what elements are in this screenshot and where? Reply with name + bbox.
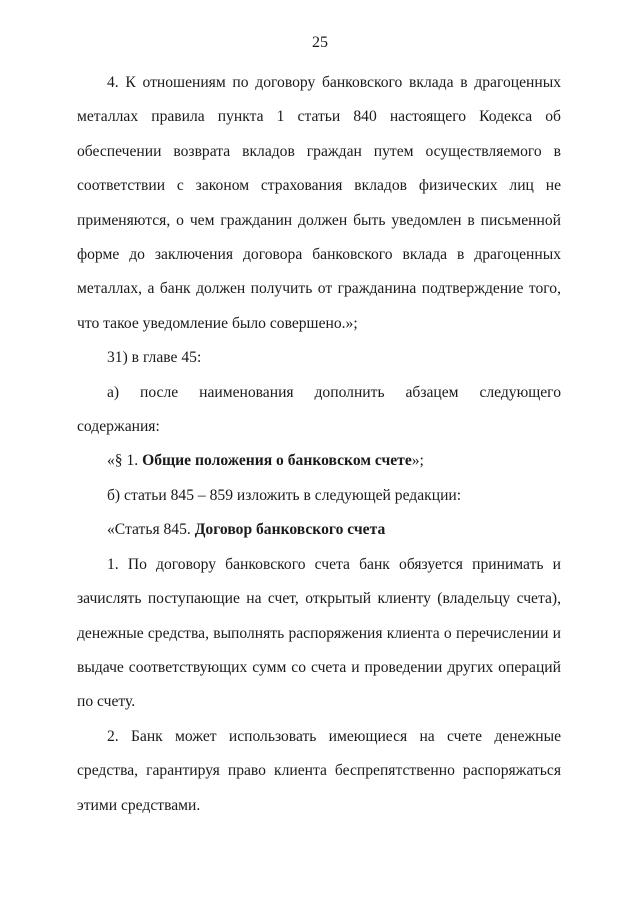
paragraph-4: 4. К отношениям по договору банковского вклада в драгоценных металлах правила пункта 1 статьи 840 настоящего Кодекса об обеспечении возврата вкладов граждан путем осуществляемого в соответствии с законом страхования вкладов физических лиц не применяются, о чем гражданин должен быть уведомлен в письменной форме до заключения договора банковского вклада в драгоценных металлах, а банк должен получить от гражданина подтверждение того, что такое уведомление было совершено.»; bbox=[77, 74, 561, 332]
article-prefix: «Статья 845. bbox=[107, 521, 195, 539]
section-prefix: «§ 1. bbox=[107, 452, 143, 470]
section-title: Общие положения о банковском счете bbox=[142, 452, 412, 470]
article-title: Договор банковского счета bbox=[194, 521, 386, 539]
paragraph-a: а) после наименования дополнить абзацем следующего содержания: bbox=[77, 383, 561, 436]
paragraph-b: б) статьи 845 – 859 изложить в следующей редакции: bbox=[107, 486, 462, 504]
page-number: 25 bbox=[312, 34, 328, 51]
paragraph-31: 31) в главе 45: bbox=[107, 349, 202, 367]
section-suffix: »; bbox=[411, 452, 424, 470]
paragraph-1: 1. По договору банковского счета банк обязуется принимать и зачислять поступающие на счет, открытый клиенту (владельцу счета), денежные средства, выполнять распоряжения клиента о перечислении и выдаче соответствующих сумм со счета и проведении других операций по счету. bbox=[77, 555, 561, 711]
document-body bbox=[77, 66, 561, 823]
section-heading bbox=[77, 444, 561, 478]
article-heading bbox=[77, 513, 561, 547]
paragraph-2: 2. Банк может использовать имеющиеся на счете денежные средства, гарантируя право клиента беспрепятственно распоряжаться этими средствами. bbox=[77, 727, 561, 814]
